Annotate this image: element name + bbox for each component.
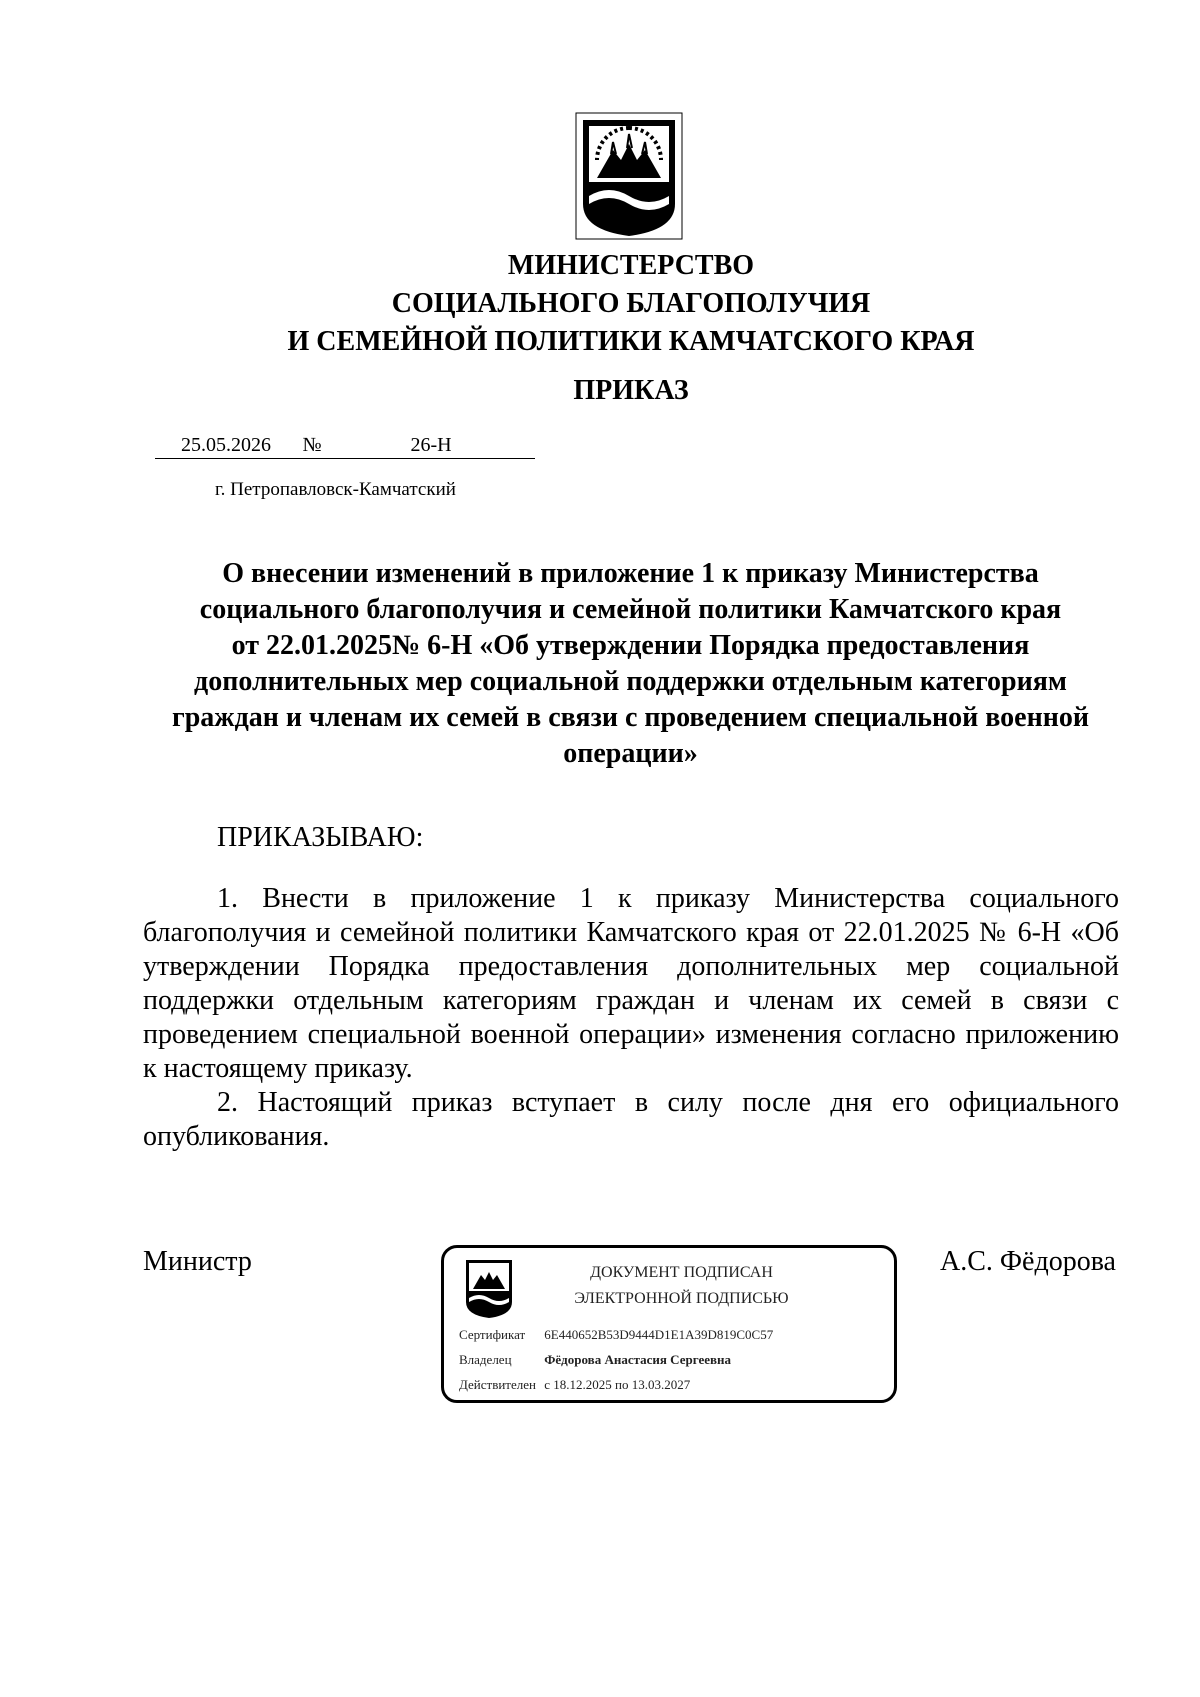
ministry-name-line: И СЕМЕЙНОЙ ПОЛИТИКИ КАМЧАТСКОГО КРАЯ [287,326,975,357]
document-body [143,882,1119,1154]
stamp-heading-line: ДОКУМЕНТ ПОДПИСАН [590,1264,773,1281]
document-date: 25.05.2026 [155,432,297,459]
stamp-validity-row [459,1376,690,1394]
date-number-line [155,432,535,459]
signatory-position: Министр [143,1246,252,1277]
validity-value: с 18.12.2025 по 13.03.2027 [544,1377,691,1392]
body-paragraph: 2. Настоящий приказ вступает в силу после дня его официального опубликования. [143,1087,1119,1152]
ministry-name [0,247,1200,361]
stamp-heading [539,1260,824,1312]
stamp-heading-line: ЭЛЕКТРОННОЙ ПОДПИСЬЮ [574,1290,789,1307]
electronic-signature-stamp [441,1245,897,1403]
number-sign: № [297,432,327,459]
signatory-name: А.С. Фёдорова [940,1246,1116,1277]
coat-of-arms-icon [462,1256,516,1320]
ministry-name-line: СОЦИАЛЬНОГО БЛАГОПОЛУЧИЯ [391,288,871,319]
coat-of-arms-emblem [575,112,683,240]
title-line: от 22.01.2025№ 6-Н «Об утверждении Порядка предоставления [231,630,1030,661]
stamp-owner-row [459,1351,731,1369]
ministry-name-line: МИНИСТЕРСТВО [507,250,755,281]
title-line: дополнительных мер социальной поддержки отдельным категориям [194,666,1067,697]
title-line: О внесении изменений в приложение 1 к приказу Министерства [222,558,1039,589]
owner-value: Фёдорова Анастасия Сергеевна [544,1352,732,1367]
title-line: граждан и членам их семей в связи с проведением специальной военной [172,702,1089,733]
title-line: операции» [563,738,698,769]
certificate-label: Сертификат [459,1327,526,1342]
place-of-issue: г. Петропавловск-Камчатский [215,479,456,500]
stamp-certificate-row [459,1326,773,1344]
title-line: социального благополучия и семейной политики Камчатского края [199,594,1062,625]
document-title [140,556,1121,772]
certificate-value: 6E440652B53D9444D1E1A39D819C0C57 [544,1327,774,1342]
document-number: 26-Н [327,432,535,459]
owner-label: Владелец [459,1352,512,1367]
body-paragraph: 1. Внести в приложение 1 к приказу Министерства социального благополучия и семейной политики Камчатского края от 22.01.2025 № 6-Н «Об утверждении Порядка предоставления дополнительных мер социальной поддержки отдельным категориям граждан и членам их семей в связи с проведением специальной военной операции» изменения согласно приложению к настоящему приказу. [143,883,1119,1084]
document-type: ПРИКАЗ [573,375,689,406]
order-word: ПРИКАЗЫВАЮ: [217,822,424,853]
validity-label: Действителен [459,1377,536,1392]
